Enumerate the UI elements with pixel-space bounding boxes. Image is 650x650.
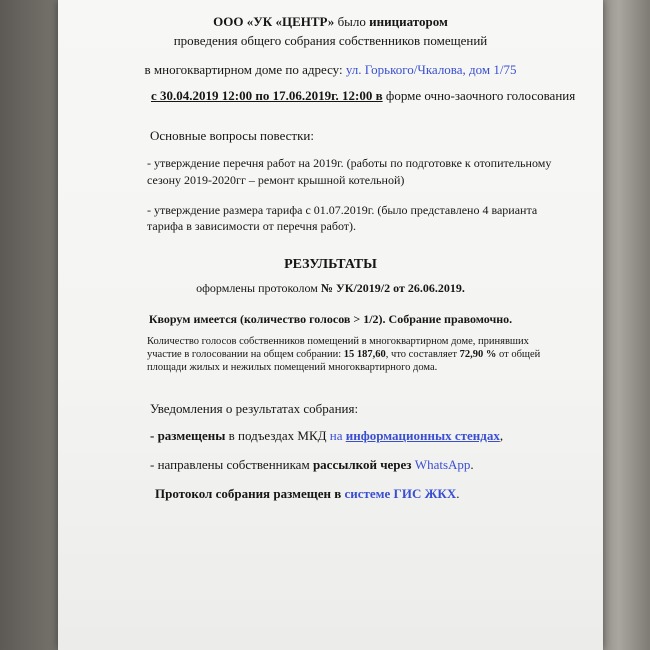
address-value: ул. Горького/Чкалова, дом 1/75 xyxy=(345,62,517,77)
meeting-dates: с 30.04.2019 12:00 по 17.06.2019г. 12:00 в xyxy=(151,88,383,103)
count-suffix: от общей xyxy=(496,349,541,360)
initiator-word: инициатором xyxy=(369,14,448,29)
results-title: РЕЗУЛЬТАТЫ xyxy=(284,257,377,272)
agenda-item-1-line-2: сезону 2019-2020гг – ремонт крышной котельной) xyxy=(147,173,405,187)
notice-posted-line xyxy=(150,428,503,444)
address-line xyxy=(58,62,603,78)
protocol-published-line xyxy=(155,486,460,502)
agenda-item-1-line-1: - утверждение перечня работ на 2019г. (работы по подготовке к отопительному xyxy=(147,156,552,170)
document-page xyxy=(58,0,603,650)
sent-dot: . xyxy=(470,457,474,472)
header-line-2: проведения общего собрания собственников помещений xyxy=(173,33,488,48)
info-stands-link[interactable]: информационных стендах xyxy=(345,428,500,443)
votes-count: 15 187,60 xyxy=(343,349,386,360)
meeting-form: форме очно-заочного голосования xyxy=(382,88,576,103)
whatsapp-link[interactable]: WhatsApp xyxy=(414,457,471,472)
posted-label: - размещены xyxy=(150,428,226,443)
agenda-title: Основные вопросы повестки: xyxy=(150,128,314,143)
agenda-item-2-line-1: - утверждение размера тарифа с 01.07.2019г. (было представлено 4 варианта xyxy=(147,203,538,217)
sent-bold: рассылкой через xyxy=(312,457,415,472)
protocol-dot: . xyxy=(456,486,460,501)
notice-sent-line xyxy=(150,457,474,473)
count-mid: , что составляет xyxy=(385,349,460,360)
count-line-3: площади жилых и нежилых помещений многоквартирного дома. xyxy=(147,362,438,373)
org-name: ООО «УК «ЦЕНТР» xyxy=(213,14,335,29)
header-was: было xyxy=(334,14,370,29)
protocol-line xyxy=(58,281,603,296)
protocol-number: № УК/2019/2 от 26.06.2019. xyxy=(320,281,465,295)
quorum-line: Кворум имеется (количество голосов > 1/2). Собрание правомочно. xyxy=(148,312,513,326)
dates-line xyxy=(151,88,575,104)
address-prefix: в многоквартирном доме по адресу: xyxy=(144,62,346,77)
sent-prefix: - направлены собственникам xyxy=(150,457,313,472)
count-line-2 xyxy=(147,349,540,360)
votes-percent: 72,90 % xyxy=(459,349,497,360)
background-right xyxy=(598,0,650,650)
protocol-published-label: Протокол собрания размещен в xyxy=(155,486,345,501)
notice-title: Уведомления о результатах собрания: xyxy=(150,401,359,416)
count-line-1: Количество голосов собственников помещений в многоквартирном доме, принявших xyxy=(147,336,529,347)
background-left xyxy=(0,0,60,650)
posted-mid: в подъездах МКД xyxy=(225,428,330,443)
header-line-1 xyxy=(58,14,603,30)
posted-comma: , xyxy=(499,428,504,443)
posted-on: на xyxy=(329,428,346,443)
gis-zhkh-link[interactable]: системе ГИС ЖКХ xyxy=(344,486,457,501)
agenda-item-2-line-2: тарифа в зависимости от перечня работ). xyxy=(147,219,357,233)
count-prefix: участие в голосовании на общем собрании: xyxy=(147,349,344,360)
protocol-prefix: оформлены протоколом xyxy=(196,281,321,295)
